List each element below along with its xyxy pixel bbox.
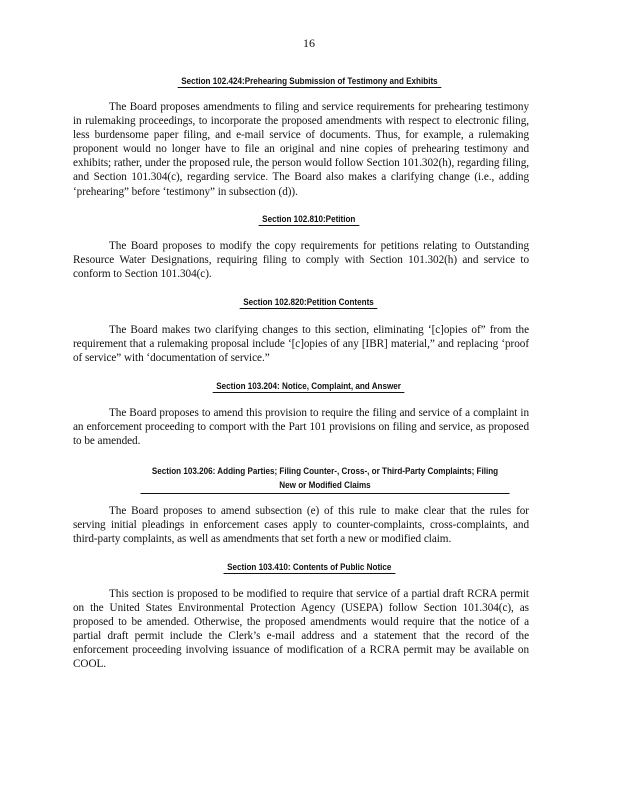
section-paragraph: The Board proposes amendments to filing and service requirements for prehearing testimony in rulemaking proceedings, to incorporate the proposed amendments with respect to electronic filing, less burdensome paper filing, and e-mail service of documents. Thus, for example, a rulemaking proponent would no longer have to file an original and nine copies of prehearing testimony and exhibits; rather, under the proposed rule, the person would follow Section 101.302(h), regarding filing, and Section 101.304(c), regarding service. The Board also makes a clarifying change (i.e., adding ‘prehearing” before ‘testimony” in subsection (d)). — [73, 101, 529, 198]
section-heading — [0, 214, 618, 226]
section-paragraph: This section is proposed to be modified to require that service of a partial draft RCRA permit on the United States Environmental Protection Agency (USEPA) follow Section 101.304(c), as proposed to be amended. Otherwise, the proposed amendments would require that the notice of a partial draft permit include the Clerk’s e-mail address and a statement that the record of the enforcement proceeding involving issuance of modification of a RCRA permit may be available on COOL. — [73, 588, 529, 671]
section-heading — [120, 464, 530, 494]
section-heading — [0, 381, 618, 393]
section-heading — [0, 562, 618, 574]
section-heading-text: Section 103.206: Adding Parties; Filing Counter-, Cross-, or Third-Party Complaints; Filing New or Modified Claims — [141, 464, 510, 494]
section-paragraph: The Board makes two clarifying changes to this section, eliminating ‘[c]opies of” from the requirement that a rulemaking proposal include ‘[c]opies of any [IBR] material,” and replacing ‘proof of service” with ‘documentation of service.” — [73, 324, 529, 365]
section-heading-text: Section 103.204: Notice, Complaint, and Answer — [213, 381, 405, 393]
section-heading-text: Section 102.810:Petition — [259, 214, 359, 226]
page-number: 16 — [303, 36, 315, 50]
section-heading — [0, 76, 618, 88]
section-paragraph: The Board proposes to amend subsection (e) of this rule to make clear that the rules for serving initial pleadings in enforcement cases apply to counter-complaints, cross-complaints, and third-party complaints, as well as amendments that set forth a new or modified claim. — [73, 505, 529, 546]
section-paragraph: The Board proposes to modify the copy requirements for petitions relating to Outstanding Resource Water Designations, requiring filing to comply with Section 101.302(h) and service to conform to Section 101.304(c). — [73, 240, 529, 281]
section-paragraph: The Board proposes to amend this provision to require the filing and service of a complaint in an enforcement proceeding to comport with the Part 101 provisions on filing and service, as proposed to be amended. — [73, 407, 529, 448]
section-heading-text: Section 103.410: Contents of Public Notice — [223, 562, 394, 574]
section-heading-text: Section 102.820:Petition Contents — [240, 297, 378, 309]
section-heading — [0, 297, 618, 309]
section-heading-text: Section 102.424:Prehearing Submission of Testimony and Exhibits — [177, 76, 441, 88]
